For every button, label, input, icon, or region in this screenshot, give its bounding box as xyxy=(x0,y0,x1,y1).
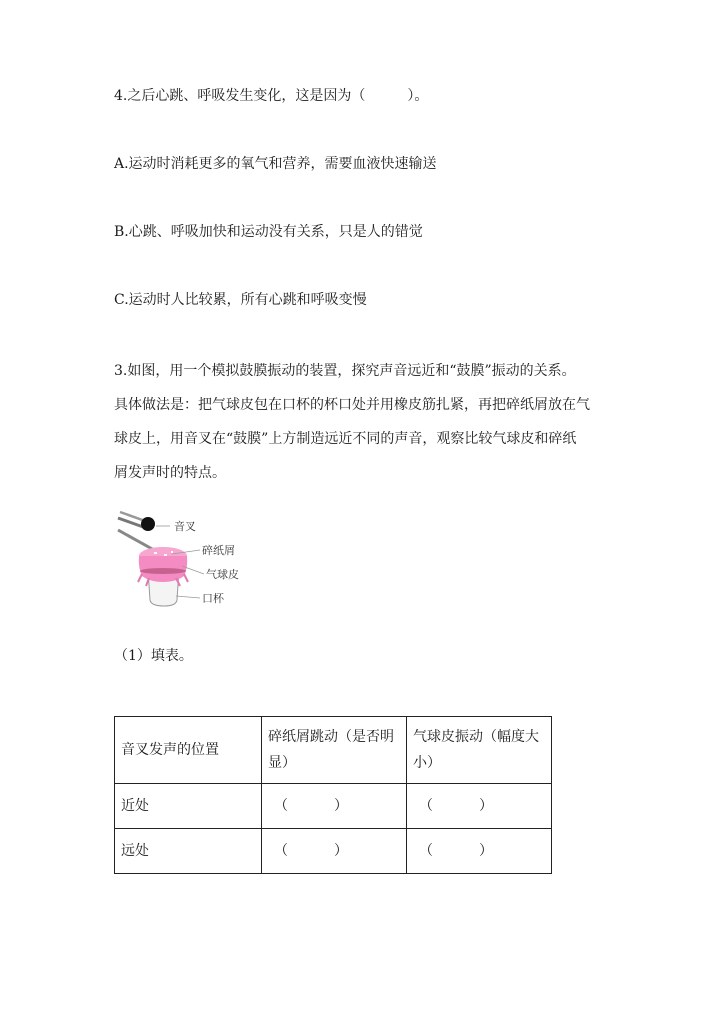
q4-option-a: A.运动时消耗更多的氧气和营养，需要血液快速输送 xyxy=(114,156,437,172)
row-far-paper-blank[interactable]: （ ） xyxy=(262,829,407,874)
row-near-label: 近处 xyxy=(115,784,262,829)
table-header-row xyxy=(115,717,552,784)
q3-line-2: 具体做法是：把气球皮包在口杯的杯口处并用橡皮筋扎紧，再把碎纸屑放在气 xyxy=(114,397,590,413)
q4-option-b: B.心跳、呼吸加快和运动没有关系，只是人的错觉 xyxy=(114,224,423,240)
header-paper-scraps: 碎纸屑跳动（是否明 显） xyxy=(262,717,407,784)
q3-sub1: （1）填表。 xyxy=(114,648,193,664)
header-balloon-skin: 气球皮振动（幅度大 小） xyxy=(407,717,552,784)
tuning-fork-drawing xyxy=(118,512,155,550)
q4-stem: 4.之后心跳、呼吸发生变化，这是因为（ ）。 xyxy=(114,88,429,104)
row-near-balloon-blank[interactable]: （ ） xyxy=(407,784,552,829)
row-far-label: 远处 xyxy=(115,829,262,874)
label-tuning-fork: 音叉 xyxy=(174,520,196,533)
q3-line-4: 屑发声时的特点。 xyxy=(114,465,226,481)
table-row xyxy=(115,829,552,874)
q3-paragraph xyxy=(114,354,614,490)
q3-line-3: 球皮上，用音叉在“鼓膜”上方制造远近不同的声音，观察比较气球皮和碎纸 xyxy=(114,431,577,447)
label-cup: 口杯 xyxy=(202,592,224,605)
q3-line-1: 3.如图，用一个模拟鼓膜振动的装置，探究声音远近和“鼓膜”振动的关系。 xyxy=(114,363,576,379)
label-balloon-skin: 气球皮 xyxy=(206,568,239,581)
label-paper-scraps: 碎纸屑 xyxy=(202,544,235,557)
observation-table xyxy=(114,716,552,874)
q4-option-c: C.运动时人比较累，所有心跳和呼吸变慢 xyxy=(114,292,367,308)
table-row xyxy=(115,784,552,829)
row-near-paper-blank[interactable]: （ ） xyxy=(262,784,407,829)
drum-model-illustration xyxy=(116,508,266,613)
header-position: 音叉发声的位置 xyxy=(115,717,262,784)
drum-model-figure xyxy=(116,508,266,613)
row-far-balloon-blank[interactable]: （ ） xyxy=(407,829,552,874)
